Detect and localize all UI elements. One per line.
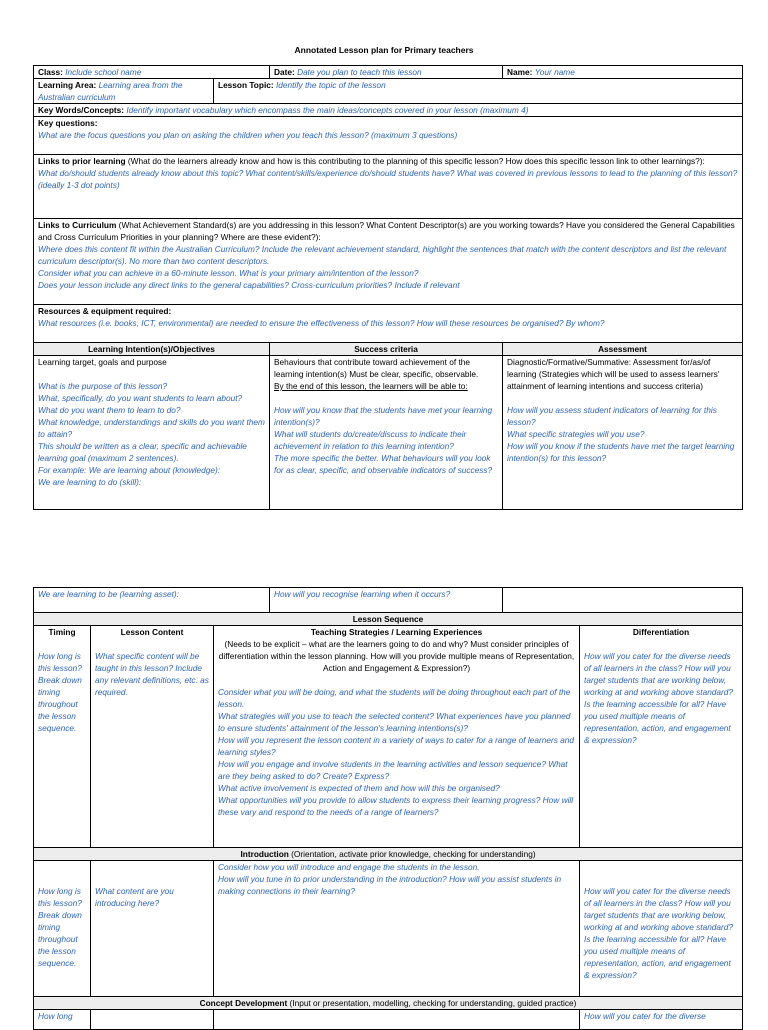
keywords-row xyxy=(34,104,743,117)
class-row xyxy=(34,66,743,79)
lesson-content-cell[interactable]: Lesson Content What specific content will be taught in this lesson? Include any relevant definitions, etc. as required. xyxy=(91,626,214,848)
concept-timing-cell[interactable]: How long xyxy=(34,1010,91,1030)
introduction-heading: Introduction (Orientation, activate prior knowledge, checking for understanding) xyxy=(34,848,743,861)
key-questions-field[interactable]: What are the focus questions you plan on asking the children when you teach this lesson? (maximum 3 questions) xyxy=(38,130,458,140)
learning-intentions-cell[interactable]: Learning target, goals and purpose What is the purpose of this lesson? What, specifically, do you want students to learn about? What do you want them to learn to do? What knowledge, understandings and skills do you want them to attain? This should be written as a clear, specific and achievable learning goal (maximum 2 sentences). For example: We are learning about (knowledge): We are learning to do (skill): xyxy=(34,356,270,510)
concept-strategies-cell[interactable] xyxy=(214,1010,580,1030)
curriculum-field-3[interactable]: Does your lesson include any direct links to the general capabilities? Cross-curriculum priorities? Include if relevant xyxy=(38,280,460,290)
curriculum-field-1[interactable]: Where does this content fit within the Australian Curriculum? Include the relevant achievement standard, highlight the sentences that match with the content descriptors and list the relevant curriculum descriptor(s). No more than two content descriptors. xyxy=(38,244,727,266)
resources-cell: Resources & equipment required: What resources (i.e. books, ICT, environmental) are needed to ensure the effectiveness of this lesson? How will these resources be organised? By whom? xyxy=(34,305,743,343)
key-questions-cell: Key questions: What are the focus questions you plan on asking the children when you teach this lesson? (maximum 3 questions) xyxy=(34,117,743,155)
intro-content-cell[interactable]: What content are you introducing here? xyxy=(91,861,214,997)
introduction-row xyxy=(34,861,743,997)
teaching-strategies-cell[interactable]: Teaching Strategies / Learning Experiences (Needs to be explicit – what are the learners going to do and why? Must consider principles of differentiation within the lesson planning. How will you provide multiple means of Representation, Action and Engagement & Expression?) Consider what you will be doing, and what the students will be doing throughout each part of the lesson. What strategies will you use to teach the selected content? What experiences have you planned to ensure students' attainment of the lesson's learning intentions(s)? How will you represent the lesson content in a variety of ways to cater for a range of learners and learning styles? How will you engage and involve students in the learning activities and lesson sequence? What are they being asked to do? Create? Express? What active involvement is expected of them and how will this be organised? What opportunities will you provide to allow students to express their learning progress? How will these vary and respond to the needs of a range of learners? xyxy=(214,626,580,848)
learning-area-row xyxy=(34,79,743,104)
learning-area-field[interactable]: Learning area from the Australian curriculum xyxy=(38,80,183,102)
timing-cell[interactable]: Timing How long is this lesson? Break down timing throughout the lesson sequence. xyxy=(34,626,91,848)
learning-area-cell: Learning Area: Learning area from the Australian curriculum xyxy=(34,79,214,104)
resources-row xyxy=(34,305,743,343)
empty-cell[interactable] xyxy=(503,588,743,613)
name-field[interactable]: Your name xyxy=(534,67,575,77)
class-field[interactable]: Include school name xyxy=(65,67,142,77)
keywords-field[interactable]: Identify important vocabulary which encompass the main ideas/concepts covered in your lesson (maximum 4) xyxy=(126,105,529,115)
recognise-learning-cell[interactable]: How will you recognise learning when it occurs? xyxy=(270,588,503,613)
intro-strategies-cell[interactable]: Consider how you will introduce and engage the students in the lesson. How will you tune in to prior understanding in the introduction? How will you assist students in making connections in their learning? xyxy=(214,861,580,997)
learning-intentions-header: Learning Intention(s)/Objectives xyxy=(34,343,270,356)
assessment-cell[interactable]: Diagnostic/Formative/Summative: Assessment for/as/of learning (Strategies which will be used to assess learners' attainment of learning intentions and success criteria) How will you assess student indicators of learning for this lesson? What specific strategies will you use? How will you know if the students have met the target learning intention(s) for this lesson? xyxy=(503,356,743,510)
concept-development-heading: Concept Development (Input or presentation, modelling, checking for understanding, guided practice) xyxy=(34,997,743,1010)
lesson-sequence-table xyxy=(33,587,743,1030)
introduction-heading-row xyxy=(34,848,743,861)
lesson-plan-table xyxy=(33,65,743,510)
concept-content-cell[interactable] xyxy=(91,1010,214,1030)
concept-differentiation-cell[interactable]: How will you cater for the diverse xyxy=(580,1010,743,1030)
date-field[interactable]: Date you plan to teach this lesson xyxy=(297,67,422,77)
name-cell: Name: Your name xyxy=(503,66,743,79)
concept-row xyxy=(34,1010,743,1030)
key-questions-row xyxy=(34,117,743,155)
keywords-cell: Key Words/Concepts: Identify important vocabulary which encompass the main ideas/concepts covered in your lesson (maximum 4) xyxy=(34,104,743,117)
curriculum-field-2[interactable]: Consider what you can achieve in a 60-minute lesson. What is your primary aim/intention of the lesson? xyxy=(38,268,419,278)
lesson-topic-cell: Lesson Topic: Identify the topic of the lesson xyxy=(214,79,743,104)
prior-learning-row xyxy=(34,155,743,219)
resources-field[interactable]: What resources (i.e. books, ICT, environmental) are needed to ensure the effectiveness of this lesson? How will these resources be organised? By whom? xyxy=(38,318,605,328)
objectives-row xyxy=(34,356,743,510)
lesson-topic-field[interactable]: Identify the topic of the lesson xyxy=(275,80,386,90)
success-criteria-cell[interactable]: Behaviours that contribute toward achievement of the learning intention(s) Must be clear, specific, observable. By the end of this lesson, the learners will be able to: How will you know that the students have met your learning intention(s)? What will students do/create/discuss to indicate their achievement in relation to this learning intention? The more specific the better. What behaviours will you look for as clear, specific, and observable indicators of success? xyxy=(270,356,503,510)
objectives-header-row xyxy=(34,343,743,356)
date-cell: Date: Date you plan to teach this lesson xyxy=(270,66,503,79)
class-cell: Class: Include school name xyxy=(34,66,270,79)
continuation-row xyxy=(34,588,743,613)
sequence-row xyxy=(34,626,743,848)
intro-differentiation-cell[interactable]: How will you cater for the diverse needs of all learners in the class? How will you target students that are working below, working at and working above standard? Is the learning accessible for all? Have you used multiple means of representation, action, and engagement & expression? xyxy=(580,861,743,997)
page-title: Annotated Lesson plan for Primary teachers xyxy=(294,45,474,55)
concept-heading-row xyxy=(34,997,743,1010)
curriculum-row xyxy=(34,219,743,305)
success-criteria-header: Success criteria xyxy=(270,343,503,356)
curriculum-cell: Links to Curriculum (What Achievement Standard(s) are you addressing in this lesson? What Content Descriptor(s) are you working towards? Have you considered the General Capabilities and Cross Curriculum Priorities in your planning? Where are these evident?): Where does this content fit within the Australian Curriculum? Include the relevant achievement standard, highlight the sentences that match with the content descriptors and list the relevant curriculum descriptor(s). No more than two content descriptors. Consider what you can achieve in a 60-minute lesson. What is your primary aim/intention of the lesson? Does your lesson include any direct links to the general capabilities? Cross-curriculum priorities? Include if relevant xyxy=(34,219,743,305)
prior-learning-cell: Links to prior learning (What do the learners already know and how is this contributing to the planning of this specific lesson? How does this specific lesson link to other learnings?): What do/should students already know about this topic? What content/skills/experience do/should students have? What was covered in previous lessons to lead to the planning of this lesson? (ideally 1-3 dot points) xyxy=(34,155,743,219)
lesson-sequence-heading: Lesson Sequence xyxy=(34,613,743,626)
assessment-header: Assessment xyxy=(503,343,743,356)
learning-asset-cell[interactable]: We are learning to be (learning asset): xyxy=(34,588,270,613)
intro-timing-cell[interactable]: How long is this lesson? Break down timing throughout the lesson sequence. xyxy=(34,861,91,997)
sequence-heading-row xyxy=(34,613,743,626)
prior-learning-field[interactable]: What do/should students already know about this topic? What content/skills/experience do/should students have? What was covered in previous lessons to lead to the planning of this lesson? (ideally 1-3 dot points) xyxy=(38,168,738,190)
differentiation-cell[interactable]: Differentiation How will you cater for the diverse needs of all learners in the class? How will you target students that are working below, working at and working above standard? Is the learning accessible for all? Have you used multiple means of representation, action, and engagement & expression? xyxy=(580,626,743,848)
